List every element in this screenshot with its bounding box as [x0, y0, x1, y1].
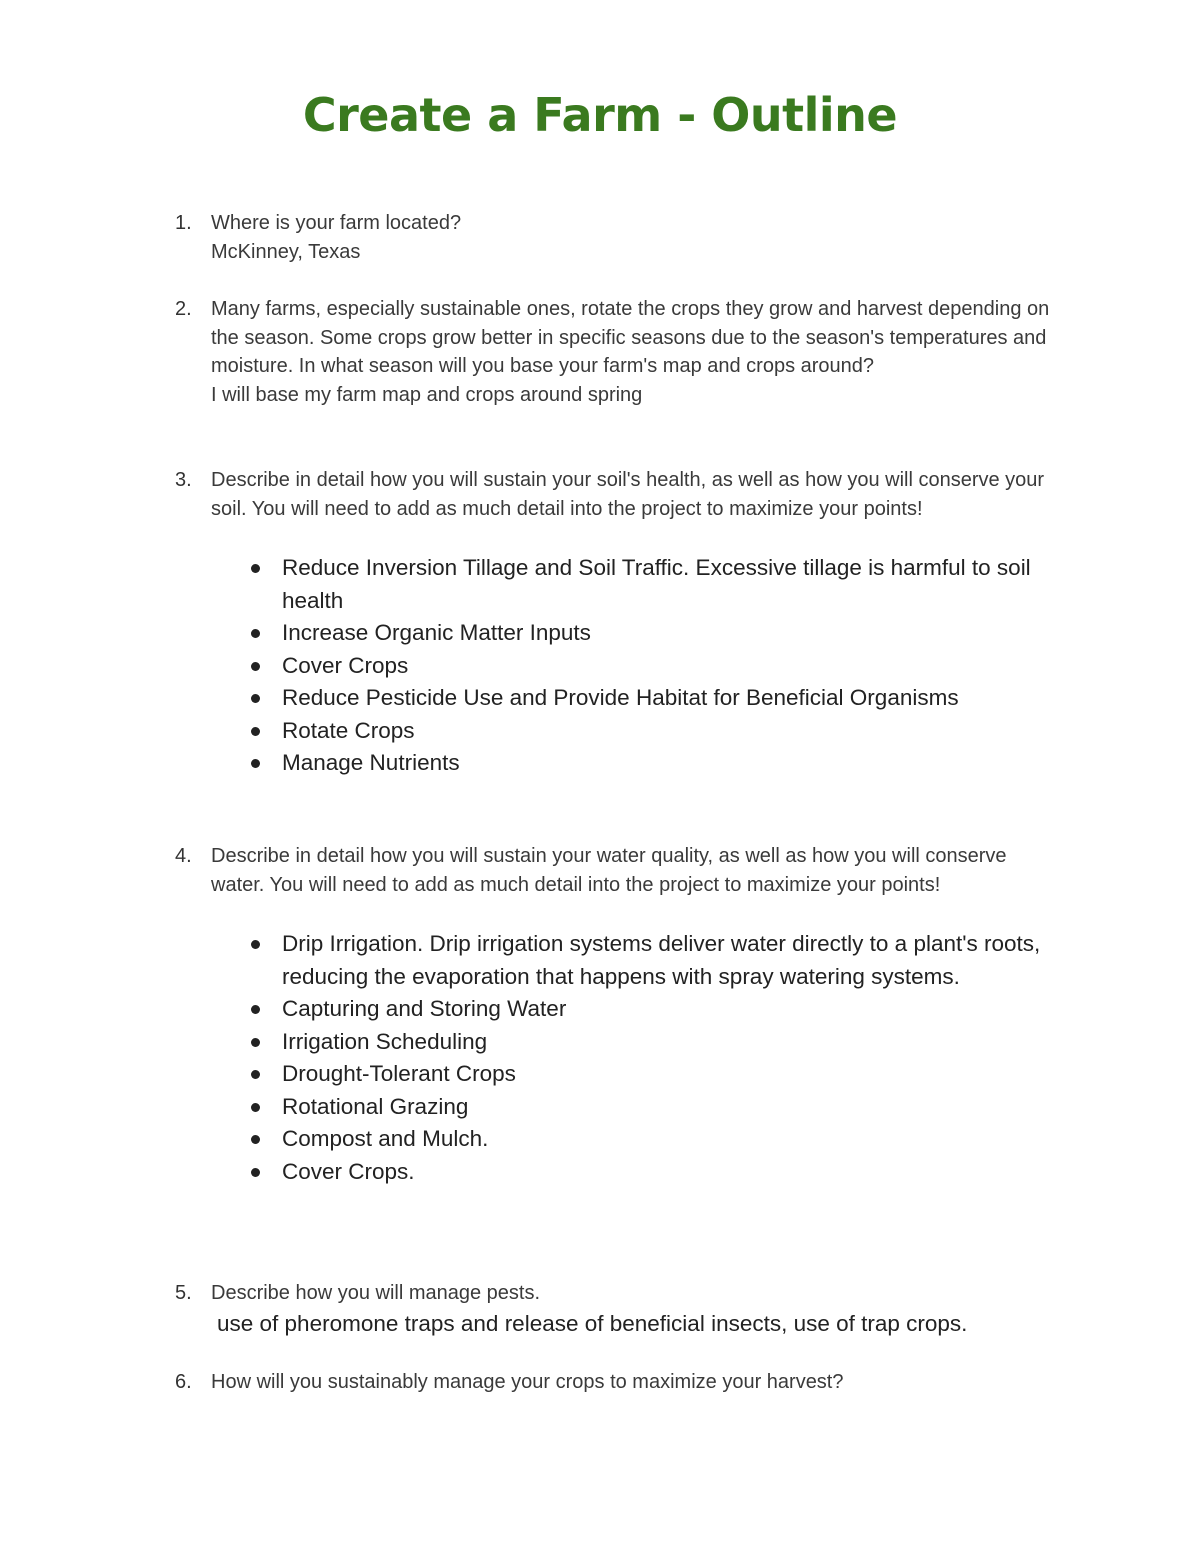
list-item: Compost and Mulch. — [211, 1123, 1072, 1156]
bullet-icon — [251, 1168, 260, 1177]
list-item: Drip Irrigation. Drip irrigation systems deliver water directly to a plant's roots, reducing the evaporation that happens with spray watering systems. — [211, 928, 1072, 993]
bullet-icon — [251, 629, 260, 638]
list-item: Capturing and Storing Water — [211, 993, 1072, 1026]
bullet-icon — [251, 564, 260, 573]
list-item: Irrigation Scheduling — [211, 1026, 1072, 1059]
question-number: 1. — [175, 212, 192, 234]
question-number: 5. — [175, 1282, 192, 1304]
answer-text: I will base my farm map and crops around spring — [211, 383, 643, 406]
list-item: Cover Crops. — [211, 1156, 1072, 1189]
bullet-icon — [251, 940, 260, 949]
list-item: Reduce Pesticide Use and Provide Habitat for Beneficial Organisms — [211, 682, 1072, 715]
answer-text: McKinney, Texas — [211, 240, 361, 263]
bullet-icon — [251, 694, 260, 703]
question-text: Where is your farm located? — [211, 212, 462, 234]
list-item: Reduce Inversion Tillage and Soil Traffic. Excessive tillage is harmful to soil health — [211, 552, 1072, 617]
page-title: Create a Farm - Outline — [302, 88, 898, 142]
list-item: Cover Crops — [211, 650, 1072, 683]
question-number: 6. — [175, 1371, 192, 1393]
list-item: Rotational Grazing — [211, 1091, 1072, 1124]
list-item: Manage Nutrients — [211, 747, 1072, 780]
bullet-icon — [251, 1070, 260, 1079]
water-quality-list — [211, 928, 1072, 1188]
answer-text: use of pheromone traps and release of beneficial insects, use of trap crops. — [217, 1310, 968, 1336]
list-item: Rotate Crops — [211, 715, 1072, 748]
bullet-icon — [251, 1135, 260, 1144]
list-item: Increase Organic Matter Inputs — [211, 617, 1072, 650]
bullet-icon — [251, 1103, 260, 1112]
question-text: How will you sustainably manage your crops to maximize your harvest? — [211, 1371, 844, 1393]
list-item: Drought-Tolerant Crops — [211, 1058, 1072, 1091]
soil-health-list — [211, 552, 1072, 780]
question-number: 4. — [175, 845, 192, 867]
bullet-icon — [251, 1038, 260, 1047]
bullet-icon — [251, 662, 260, 671]
bullet-icon — [251, 759, 260, 768]
bullet-icon — [251, 1005, 260, 1014]
question-text: Many farms, especially sustainable ones, rotate the crops they grow and harvest depending on the season. Some crops grow better in specific seasons due to the season's temperatures and moisture. In what season will you base your farm's map and crops around? — [211, 298, 1050, 378]
question-text: Describe in detail how you will sustain your water quality, as well as how you will conserve water. You will need to add as much detail into the project to maximize your points! — [211, 845, 1007, 896]
question-text: Describe in detail how you will sustain your soil's health, as well as how you will conserve your soil. You will need to add as much detail into the project to maximize your points! — [211, 469, 1045, 520]
question-number: 2. — [175, 298, 192, 320]
question-text: Describe how you will manage pests. — [211, 1282, 541, 1304]
bullet-icon — [251, 727, 260, 736]
question-number: 3. — [175, 469, 192, 491]
